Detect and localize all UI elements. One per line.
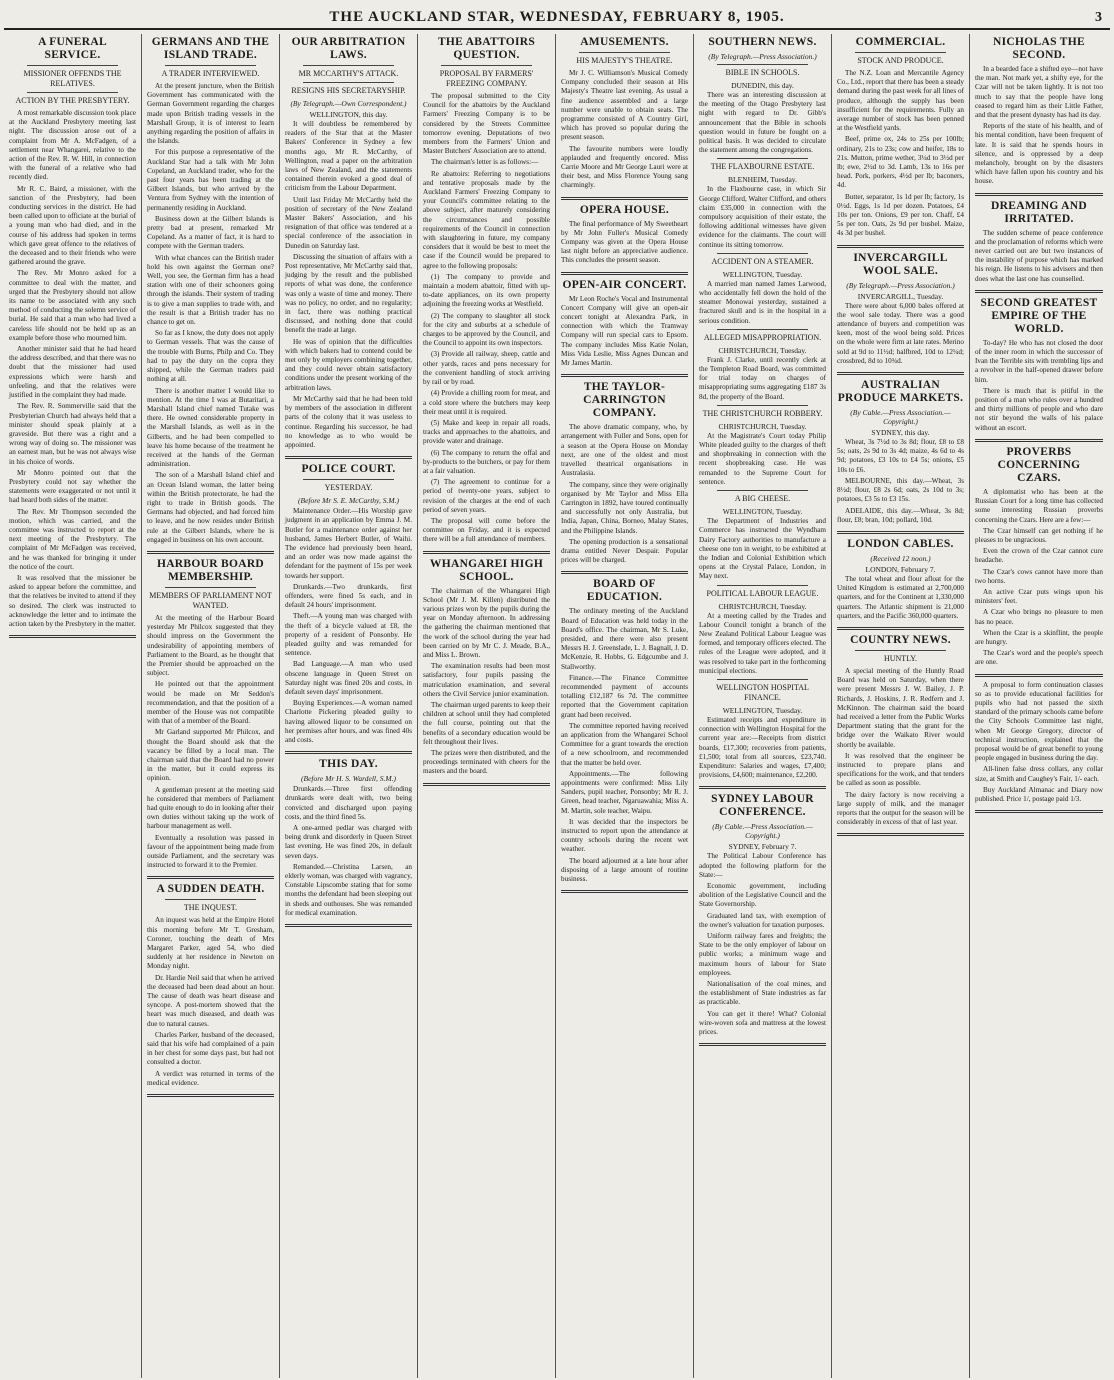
article-subheading: HIS MAJESTY'S THEATRE. (576, 56, 673, 65)
masthead (4, 0, 1110, 30)
section-dateline: CHRISTCHURCH, Tuesday. (718, 421, 807, 431)
column-4 (418, 34, 556, 1378)
article-paragraph: The Czar's cows cannot have more than two horns. (975, 567, 1103, 585)
article-paragraph: Discussing the situation of affairs with a Post representative, Mr McCarthy said that, judging by the result and the published reports of what was done, the conference was only a waste of time and money. There was no policy, no order, and no regularity; in fact, there was nothing practical discussed, and nothing done that could benefit the trade at large. (285, 252, 412, 335)
section-paragraph: It was resolved that the engineer be instructed to prepare plans and specifications for the work, and that tenders be called as soon as possible. (837, 751, 964, 788)
article-paragraph: (2) The company to slaughter all stock for the city and suburbs at a schedule of charges to be approved by the Council, and the Council to appoint its own inspectors. (423, 311, 550, 348)
article-paragraph: Buying Experiences.—A woman named Charlotte Pickering pleaded guilty to having allowed liquor to be consumed on her premises after hours, and was fined 40s and costs. (285, 699, 412, 744)
article-paragraph: The proposal will come before the committee on Friday, and it is expected there will be a full attendance of members. (423, 516, 550, 544)
article-divider (837, 531, 964, 534)
article-paragraph: Drunkards.—Three first offending drunkards were dealt with, two being convicted and discharged upon paying costs, and the third fined 5s. (285, 785, 412, 821)
article-paragraph: The Political Labour Conference has adopted the following platform for the State:— (699, 852, 826, 879)
article-subheading: RESIGNS HIS SECRETARYSHIP. (291, 86, 406, 95)
article-paragraph: The favourite numbers were loudly applauded and frequently encored. Miss Carrie Moore and Mr George Lauri were at their best, and Miss Florence Young sang charmingly. (561, 144, 688, 190)
article-divider (147, 551, 274, 554)
article-paragraph: Wheat, 3s 7½d to 3s 8d; flour, £8 to £8 5s; oats, 2s 9d to 3s 4d; maize, 4s 6d to 4s 9d; potatoes, £3 10s to £4 5s; onions, £5 10s to £6. (837, 438, 964, 474)
article-divider (285, 456, 412, 459)
article-paragraph: There is much that is pitiful in the position of a man who rules over a hundred and thirty millions of people and who dare not stir beyond the walls of his palace without an escort. (975, 386, 1103, 432)
article-heading: OUR ARBITRATION LAWS. (291, 36, 406, 61)
article-divider (837, 833, 964, 836)
article-divider (837, 627, 964, 630)
article (561, 204, 688, 266)
article-paragraph: The proposal submitted to the City Council for the abattoirs by the Auckland Farmers' Freezing Company is to be considered by the Streets Committee tomorrow evening. Deputations of two members from the Farmers' Union and Master Butchers' Association are to attend. (423, 92, 550, 156)
article-subheading: MEMBERS OF PARLIAMENT NOT WANTED. (149, 590, 272, 610)
article (147, 883, 274, 1088)
article-paragraph: All-linen false dress collars, any collar size, at Smith and Caughey's Fair, 1/- each. (975, 765, 1103, 783)
article (561, 36, 688, 191)
section-title: ALLEGED MISAPPROPRIATION. (703, 332, 822, 342)
article-subheading: A TRADER INTERVIEWED. (161, 69, 260, 78)
article-byline: (By Telegraph.—Press Association.) (846, 280, 955, 290)
article-paragraph: The committee reported having received an application from the Whangarei School Committee for a grant towards the erection of a new schoolroom, and recommended that the matter be held over. (561, 721, 688, 767)
article-paragraph: Mr Leon Roche's Vocal and Instrumental Concert Company will give an open-air concert tonight at Alexandra Park, in connection with which the Tramway Company will run special cars to Epsom. The company includes Miss Katie Nolan, Miss Vida Leslie, Miss Agnes Duncan and Mr James Martin. (561, 294, 688, 368)
article-paragraph: Buy Auckland Almanac and Diary now published. Price 1/, postage paid 1/3. (975, 785, 1103, 803)
article-dateline: INVERCARGILL, Tuesday. (857, 291, 944, 301)
article-paragraph: Beef, prime ox, 24s to 25s per 100lb; ordinary, 21s to 23s; cow and heifer, 18s to 21s. Mutton, prime wether, 3¼d to 3½d per lb; ewe, 2½d to 3d. Lamb, 13s to 16s per head. Pork, porkers, 4½d per lb; baconers, 4d. (837, 135, 964, 190)
article-heading: THE ABATTOIRS QUESTION. (437, 36, 536, 61)
article-divider (975, 193, 1103, 196)
article-paragraph: For this purpose a representative of the Auckland Star had a talk with Mr John Copeland, an Auckland trader, who for the past four years has been trading at the Gilbert Islands, but who arrived by the Ventura from Sydney with the intention of permanently residing in Auckland. (147, 148, 274, 212)
article-subheading: PROPOSAL BY FARMERS' FREEZING COMPANY. (439, 69, 534, 88)
article-heading: SECOND GREATEST EMPIRE OF THE WORLD. (980, 296, 1098, 335)
article-divider (975, 810, 1103, 813)
article (975, 297, 1103, 433)
heading-rule (303, 479, 394, 480)
article-paragraph: Appointments.—The following appointments were confirmed: Miss Lily Sanders, pupil teacher, Ponsonby; Mr R. J. Green, head teacher, Ngaruawahia; Miss A. M. Martin, sole teacher, Waipu. (561, 769, 688, 815)
article (285, 758, 412, 918)
article-dateline: SYDNEY, February 7. (728, 842, 797, 852)
section-rule (717, 490, 808, 491)
article-heading: COMMERCIAL. (855, 36, 946, 48)
article-divider (975, 674, 1103, 677)
section-dateline: BLENHEIM, Tuesday. (728, 175, 797, 185)
section-rule (717, 405, 808, 406)
article-subheading: ACTION BY THE PRESBYTERY. (15, 96, 130, 105)
article-paragraph: Mr Garland supported Mr Philcox, and thought the Board should ask that the vacancy be filled by a local man. The chairman said that the Board had no power in the matter, but it could express its opinion. (147, 728, 274, 783)
article-divider (699, 786, 826, 789)
article-paragraph: In a bearded face a shifted eye—not have the man. Not mark yet, a shifty eye, for the Czar will not be taken lightly. It is not too much to say that the people have long ceased to regard him as their Little Father, and that the present dynasty has had its day. (975, 65, 1103, 120)
section-dateline: DUNEDIN, this day. (731, 81, 794, 90)
article-paragraph: Maintenance Order.—His Worship gave judgment in an application by Emma J. M. Butler for a maintenance order against her husband, James Herbert Butler, of Waihi. The evidence had previously been heard, and an order was now made against the defendant for the payment of 15s per week towards her support. (285, 507, 412, 580)
article-heading: SYDNEY LABOUR CONFERENCE. (711, 793, 814, 819)
article-paragraph: The chairman urged parents to keep their children at school until they had completed the full course, pointing out that the benefits of a secondary education would be felt throughout their lives. (423, 700, 550, 746)
article-paragraph: (6) The company to return the offal and by-products to the butchers, or pay for them at a fair valuation. (423, 448, 550, 475)
section-paragraph: There was an interesting discussion at the meeting of the Otago Presbytery last night with regard to Dr. Gibb's announcement that the Bible in schools question would in future be fought on a political basis. It was decided to circulate the statement among the congregations. (699, 91, 826, 155)
article-paragraph: Drunkards.—Two drunkards, first offenders, were fined 5s each, and in default 24 hours' imprisonment. (285, 582, 412, 610)
article-divider (423, 783, 550, 786)
article-heading: POLICE COURT. (301, 463, 396, 476)
article (423, 36, 550, 545)
article-paragraph: The opening production is a sensational drama entitled Never Despair. Popular prices will be charged. (561, 537, 688, 565)
article-paragraph: An inquest was held at the Empire Hotel this morning before Mr T. Gresham, Coroner, touching the death of Mrs Margaret Parker, aged 54, who died suddenly at her residence in Newton on Monday night. (147, 916, 274, 971)
article-paragraph: He pointed out that the appointment would be made on Mr Seddon's recommendation, and that the position of a member of the House was not compatible with that of a member of the Board. (147, 680, 274, 726)
article-heading: OPEN-AIR CONCERT. (562, 278, 687, 291)
article-divider (561, 571, 688, 574)
article-subheading: YESTERDAY. (324, 483, 373, 493)
article-paragraph: A Czar who brings no pleasure to men has no peace. (975, 608, 1103, 626)
article-paragraph: The Rev. R. Sommerville said that the Presbyterian Church had always held that a minister should speak plainly at a graveside. But there was a right and a wrong way of doing so. The missioner was an earnest man, but he was not always wise in his choice of words. (9, 402, 136, 466)
article-paragraph: Finance.—The Finance Committee recommended payment of accounts totalling £12,187 6s 7d. The committee reported that the Government capitation grant had been received. (561, 673, 688, 719)
article-paragraph: Mr R. C. Baird, a missioner, with the sanction of the Presbytery, had been conducting services in the district. He had been called upon to officiate at the burial of a young man who had died, and in the course of his address had spoken in terms which gave great offence to the relatives of the deceased and to their friends who were gathered around the grave. (9, 184, 136, 267)
article-paragraph: Nationalisation of the coal mines, and the establishment of State industries as far as practicable. (699, 980, 826, 1007)
article-paragraph: Economic government, including abolition of the Legislative Council and the State Governorship. (699, 881, 826, 909)
article-paragraph: Until last Friday Mr McCarthy held the position of secretary of the New Zealand Master Bakers' Association, and his resignation of that office was tendered at a special conference of the association in Dunedin on Saturday last. (285, 195, 412, 250)
article-divider (975, 290, 1103, 293)
column-8 (970, 34, 1108, 1378)
article-paragraph: The total wheat and flour afloat for the United Kingdom is estimated at 2,700,000 quarters, and for the Continent at 1,330,000 quarters. The Atlantic shipment is 21,000 quarters, and the Pacific 360,000 quarters. (837, 574, 964, 620)
section-title: A BIG CHEESE. (734, 494, 791, 504)
article (699, 36, 826, 780)
article-dateline: WELLINGTON, this day. (309, 110, 388, 119)
masthead-title: THE AUCKLAND STAR, WEDNESDAY, FEBRUARY 8, 1905. (329, 9, 785, 25)
article (837, 252, 964, 366)
article-paragraph: The company, since they were originally organised by Mr Taylor and Miss Ella Carrington in 1892, have toured continually and successfully not only Australia, but India, Japan, China, Borneo, Malay States, and the Philippine Islands. (561, 480, 688, 535)
article-heading: THE TAYLOR-CARRINGTON COMPANY. (583, 381, 666, 420)
article-divider (561, 197, 688, 200)
article-divider (561, 890, 688, 893)
article-paragraph: Business down at the Gilbert Islands is pretty bad at present, remarked Mr Copeland. As a matter of fact, it is hard to compete with the German traders. (147, 214, 274, 251)
article (837, 538, 964, 621)
section-title: THE CHRISTCHURCH ROBBERY. (702, 408, 823, 418)
article-paragraph: There is another matter I would like to mention. At the time I was at Butaritari, a Marshall Island chief named Tutake was there. He owned considerable property in the Marshall Islands, as well as in the Gilberts, and he had been compelled to leave his home because of the treatment he received at the hands of the German administration. (147, 386, 274, 469)
article-divider (699, 1043, 826, 1046)
article-heading: NICHOLAS THE SECOND. (993, 36, 1085, 61)
section-paragraph: A married man named James Larwood, who accidentally fell down the hold of the steamer Monowai yesterday, sustained a fractured skull and is in the hospital in a serious condition. (699, 279, 826, 325)
article (561, 578, 688, 884)
section-title: POLITICAL LABOUR LEAGUE. (706, 588, 819, 598)
article-heading: GERMANS AND THE ISLAND TRADE. (151, 36, 270, 61)
article-divider (9, 635, 136, 638)
article-byline: (Received 12 noon.) (870, 553, 931, 563)
column-2 (142, 34, 280, 1378)
article-paragraph: So far as I know, the duty does not apply to German vessels. That was the cause of the trouble with Burns, Philp and Co. They had to pay the duty on the copra they shipped, while the German traders paid nothing at all. (147, 329, 274, 384)
section-rule (717, 158, 808, 159)
section-paragraph: The Department of Industries and Commerce has instructed the Wyndham Dairy Factory authorities to manufacture a cheese one ton in weight, to be exhibited at the Indian and Colonial Exhibition which opens at the Crystal Palace, London, in May next. (699, 517, 826, 581)
section-paragraph: A special meeting of the Huntly Road Board was held on Saturday, when there were present Messrs J. W. Bailey, J. P. Richards, J. Hoskins, J. R. Redfern and J. McKinnon. The chairman said the board had received a letter from the Public Works Department stating that the grant for the bridge over the Waikato River would shortly be available. (837, 666, 964, 749)
section-rule (717, 64, 808, 65)
article-paragraph: A gentleman present at the meeting said he considered that members of Parliament had quite enough to do in looking after their own duties without taking up the work of harbour management as well. (147, 785, 274, 831)
article (9, 36, 136, 629)
heading-rule (441, 65, 532, 66)
section-title: THE FLAXBOURNE ESTATE. (710, 162, 815, 172)
article-heading: DREAMING AND IRRITATED. (991, 199, 1087, 225)
article-paragraph: Bad Language.—A man who used obscene language in Queen Street on Saturday night was fined 20s and costs, in default seven days' imprisonment. (285, 660, 412, 696)
section-dateline: WELLINGTON, Tuesday. (722, 507, 803, 517)
section-dateline: WELLINGTON, Tuesday. (722, 705, 803, 715)
article-paragraph: The sudden scheme of peace conference and the proclamation of reforms which were never carried out are but two instances of the instability of purpose which has marked his reign. He listens to his advisers and then does what the last one has counselled. (975, 228, 1103, 283)
article-subheading: THE INQUEST. (183, 903, 238, 913)
article (975, 200, 1103, 284)
article-paragraph: At the present juncture, when the British Government has communicated with the German Government regarding the charges made upon British trading vessels in the Marshall Group, it is of interest to learn anything regarding the position of affairs in the Islands. (147, 82, 274, 146)
article-paragraph: The chairman's letter is as follows:— (431, 158, 539, 167)
article-subheading: MISSIONER OFFENDS THE RELATIVES. (23, 69, 122, 88)
article-paragraph: Mr Monro pointed out that the Presbytery could not say whether the statements were exaggerated or not until it had heard both sides of the matter. (9, 468, 136, 505)
article-paragraph: Uniform railway fares and freights; the State to be the only employer of labour on public works; a minimum wage and maximum hours of labour for State employees. (699, 931, 826, 977)
column-1 (4, 34, 142, 1378)
article-heading: AUSTRALIAN PRODUCE MARKETS. (837, 379, 964, 405)
heading-rule (165, 587, 256, 588)
article-paragraph: The N.Z. Loan and Mercantile Agency Co., Ltd., report that there has been a steady demand during the past week for all lines of produce, although the supply has been insufficient for the requirements. Fully an average number of stock has been penned at the Westfield yards. (837, 69, 964, 133)
article (699, 793, 826, 1037)
section-title: ACCIDENT ON A STEAMER. (711, 256, 814, 266)
article-subheading: MR MCCARTHY'S ATTACK. (298, 69, 399, 78)
article-heading: A FUNERAL SERVICE. (38, 36, 107, 61)
section-rule (717, 679, 808, 680)
article-paragraph: A verdict was returned in terms of the medical evidence. (147, 1069, 274, 1087)
article (975, 446, 1103, 668)
article-paragraph: Theft.—A young man was charged with the theft of a bicycle valued at £8, the property of a resident of Ponsonby. He pleaded guilty and was remanded for sentence. (285, 612, 412, 658)
article-paragraph: A most remarkable discussion took place at the Auckland Presbytery meeting last night. The discussion arose out of a complaint from Mr A. McFadgen, of a settlement near Whangarei, relative to the action of the Rev. R. W. Hill, in connection with the funeral of a relative who had recently died. (9, 109, 136, 182)
column-7 (832, 34, 970, 1378)
article-divider (975, 439, 1103, 442)
article-heading: WHANGAREI HIGH SCHOOL. (429, 557, 544, 583)
article-paragraph: A proposal to form continuation classes so as to provide educational facilities for pupils who had not passed the sixth standard of the primary schools came before the City Schools Committee last night, when Mr George Gregory, director of technical instruction, explained that the proposal would be of great benefit to young people engaged in business during the day. (975, 680, 1103, 763)
article (423, 558, 550, 777)
heading-rule (303, 65, 394, 66)
section-title: WELLINGTON HOSPITAL FINANCE. (716, 682, 809, 702)
article-paragraph: The prizes were then distributed, and the proceedings terminated with cheers for the masters and the board. (423, 749, 550, 776)
article-paragraph: It was decided that the inspectors be instructed to report upon the attendance at country schools during the recent wet weather. (561, 817, 688, 854)
article-byline: (Before Mr H. S. Wardell, S.M.) (301, 774, 396, 784)
article (837, 634, 964, 827)
article-paragraph: He was of opinion that the difficulties with which bakers had to contend could be met only by employers combining together, and they could never obtain satisfactory conditions under the present working of the arbitration laws. (285, 337, 412, 392)
article-paragraph: The son of a Marshall Island chief and an Ocean Island woman, the latter being within the British protectorate, he had the right to trade in British goods. The Germans had objected, and had forced him to leave, and he now resides under British rule at the Gilbert Islands, where he is engaged in business on his own account. (147, 471, 274, 544)
article-divider (837, 245, 964, 248)
article-paragraph: To-day? He who has not closed the door of the inner room in which the successor of Ivan the Terrible sits with trembling lips and a revolver in the half-opened drawer before him. (975, 338, 1103, 384)
article-paragraph: (1) The company to provide and maintain a modern abattoir, fitted with up-to-date appliances, on its own property adjoining the freezing works at Westfield. (423, 272, 550, 309)
section-rule (855, 650, 946, 651)
section-paragraph: Estimated receipts and expenditure in connection with Wellington Hospital for the current year are:—Receipts from district boards, £17,300; recoveries from patients, £1,500; total from all sources, £23,740. Expenditure: Salaries and wages, £7,400; provisions, £4,600; maintenance, £2,200. (699, 715, 826, 780)
column-5 (556, 34, 694, 1378)
article-divider (147, 876, 274, 879)
article-paragraph: Mr McCarthy said that he had been told by members of the association in different parts of the colony that it was useless to continue. Regarding his successor, he had no knowledge as to who would be appointed. (285, 394, 412, 449)
article-divider (837, 372, 964, 375)
article-paragraph: The final performance of My Sweetheart by Mr John Fuller's Musical Comedy Company was given at the Opera House last night before an appreciative audience. This concludes the present season. (561, 219, 688, 265)
article-heading: PROVERBS CONCERNING CZARS. (997, 445, 1081, 484)
article (285, 36, 412, 450)
article-divider (147, 1094, 274, 1097)
article-paragraph: Even the crown of the Czar cannot cure headache. (975, 547, 1103, 565)
section-dateline: CHRISTCHURCH, Tuesday. (718, 345, 807, 355)
article-paragraph: (7) The agreement to continue for a period of twenty-one years, subject to revision of the charges at the end of each period of seven years. (423, 478, 550, 514)
article-subheading: STOCK AND PRODUCE. (857, 56, 944, 65)
section-paragraph: The dairy factory is now receiving a large supply of milk, and the manager reports that the output for the season will be considerably in excess of that of last year. (837, 790, 964, 827)
article-paragraph: (5) Make and keep in repair all roads, tracks and approaches to the abattoirs, and provide water and drainage. (423, 418, 550, 446)
article-paragraph: The Rev. Mr Monro asked for a committee to deal with the matter, and urged that the Presbytery should not allow its name to be associated with any such method of conducting the solemn service of burial. He said that a man who had lived a careless life should not be held up as an example before those who mourned him. (9, 269, 136, 342)
article-divider (285, 751, 412, 754)
article-divider (285, 924, 412, 927)
article-heading: AMUSEMENTS. (580, 36, 669, 48)
article (285, 463, 412, 745)
article (147, 558, 274, 870)
article-heading: SOUTHERN NEWS. (708, 36, 817, 48)
article (975, 681, 1103, 805)
article-paragraph: There were about 6,000 bales offered at the wool sale today. There was a good attendance of buyers and competition was keen, most of the wool being sold. Prices on the whole were firm at late rates. Merino sold at 9d to 11½d; halfbred, 10d to 12¼d; crossbred, 8d to 10¾d. (837, 301, 964, 365)
heading-rule (27, 65, 118, 66)
section-dateline: WELLINGTON, Tuesday. (722, 269, 803, 279)
article-heading: INVERCARGILL WOOL SALE. (853, 251, 948, 277)
heading-rule (855, 52, 946, 53)
article-heading: BOARD OF EDUCATION. (586, 578, 663, 604)
article-divider (561, 272, 688, 275)
article-byline: (Before Mr S. E. McCarthy, S.M.) (298, 496, 399, 506)
article-divider (561, 374, 688, 377)
article-byline: (By Cable.—Press Association.—Copyright.) (712, 822, 813, 841)
article-heading: COUNTRY NEWS. (850, 633, 951, 646)
heading-rule (165, 65, 256, 66)
article-paragraph: With what chances can the British trader hold his own against the German one? Well, you see, the German firm has a head station with one of their schooners going through the islands. Their system of trading is to give a man supplies to trade with, and the result is that a British trader has no chance to get on. (147, 253, 274, 327)
article-paragraph: The board adjourned at a late hour after disposing of a large amount of routine business. (561, 856, 688, 884)
article-dateline: SYDNEY, this day. (871, 428, 930, 438)
column-6 (694, 34, 832, 1378)
article-paragraph: Another minister said that he had heard the address described, and that there was no doubt that the missioner had used expressions which were harsh and unfeeling, and that the relatives were justified in the complaint they had made. (9, 345, 136, 400)
article (561, 279, 688, 369)
article-paragraph: You can get it there! What? Colonial wire-woven sofa and mattress at the lowest prices. (699, 1009, 826, 1037)
article-heading: LONDON CABLES. (847, 537, 954, 550)
article-paragraph: When the Czar is a skinflint, the people are hungry. (975, 628, 1103, 646)
article-paragraph: Graduated land tax, with exemption of the owner's valuation for taxation purposes. (699, 911, 826, 929)
article-byline: (By Cable.—Press Association.—Copyright.) (850, 408, 951, 427)
columns-container (4, 34, 1110, 1378)
article-paragraph: Charles Parker, husband of the deceased, said that his wife had complained of a pain in her chest for some days past, but had not consulted a doctor. (147, 1030, 274, 1067)
article-heading: OPERA HOUSE. (579, 203, 670, 216)
article-paragraph: A diplomatist who has been at the Russian Court for a long time has collected some interesting Russian proverbs concerning the Czars. Here are a few:— (975, 487, 1103, 524)
heading-rule (27, 92, 118, 93)
article (975, 36, 1103, 187)
page-number: 3 (1095, 10, 1102, 25)
article-paragraph: The Czar himself can get nothing if he pleases to be ungracious. (975, 526, 1103, 544)
article-paragraph: Butter, separator, 1s 1d per lb; factory, 1s 0½d. Eggs, 1s 1d per dozen. Potatoes, £4 10s per ton. Onions, £9 per ton. Chaff, £4 5s per ton. Oats, 2s 9d per bushel. Maize, 4s 3d per bushel. (837, 192, 964, 238)
article-paragraph: It will doubtless be remembered by readers of the Star that at the Master Bakers' Conference in Sydney a few months ago, Mr R. McCarthy, of Wellington, read a paper on the arbitration laws of New Zealand, and the statements contained therein evoked a good deal of criticism from the Labour Department. (285, 120, 412, 193)
article-paragraph: Remanded.—Christina Larsen, an elderly woman, was charged with vagrancy, Constable Lipscombe stating that for some months the defendant had been sleeping out in sheds and outhouses. She was remanded for medical examination. (285, 862, 412, 917)
section-rule (717, 329, 808, 330)
section-paragraph: At a meeting called by the Trades and Labour Council tonight a branch of the New Zealand Political Labour League was formed, and temporary officers elected. The rules of the League were adopted, and it was resolved to take part in the forthcoming municipal elections. (699, 611, 826, 675)
article-paragraph: The examination results had been most satisfactory, four pupils passing the matriculation examination, and several others the Civil Service junior examination. (423, 662, 550, 698)
section-paragraph: In the Flaxbourne case, in which Sir George Clifford, Walter Clifford, and others claim £35,000 in connection with the compulsory acquisition of their estate, the following additional witnesses have given evidence for the claimants. The court will continue its sitting tomorrow. (699, 185, 826, 249)
section-paragraph: At the Magistrate's Court today Philip White pleaded guilty to the charges of theft and shopbreaking in connection with the recent shopbreaking case. He was remanded to the Supreme Court for sentence. (699, 431, 826, 486)
article (837, 36, 964, 239)
article-paragraph: Eventually a resolution was passed in favour of the appointment being made from outside Parliament, and the secretary was instructed to forward it to the Premier. (147, 833, 274, 870)
section-dateline: CHRISTCHURCH, Tuesday. (718, 601, 807, 611)
article-paragraph: Reports of the state of his health, and of his mental condition, have been frequent of late. It is said that he spends hours in silence, and is oppressed by a deep melancholy, brought on by the disasters which have fallen upon his country and his house. (975, 122, 1103, 186)
article (147, 36, 274, 545)
article-heading: THIS DAY. (319, 758, 378, 771)
article-divider (423, 551, 550, 554)
article-paragraph: Re abattoirs: Referring to negotiations and tentative proposals made by the Auckland Farmers' Freezing Company to your Council's committee relating to the above subject, after maturely considering the circumstances and possible requirements of the Council in connection with slaughtering in future, my company considers that it would be best to meet the case if the Council would be prepared to agree to the following proposals: (423, 169, 550, 270)
section-rule (717, 253, 808, 254)
article (561, 381, 688, 565)
article-paragraph: (3) Provide all railway, sheep, cattle and other yards, races and pens necessary for the convenient handling of stock arriving by rail or by road. (423, 350, 550, 387)
section-rule (717, 585, 808, 586)
heading-rule (579, 52, 670, 53)
heading-rule (165, 899, 256, 900)
article (837, 379, 964, 525)
article-paragraph: The Rev. Mr Thompson seconded the motion, which was carried, and the committee was instructed to report at the next meeting of the Presbytery. The complaint of Mr McFadgen was received, and he was thanked for bringing it under the notice of the court. (9, 507, 136, 571)
article-paragraph: ADELAIDE, this day.—Wheat, 3s 8d; flour, £8; bran, 10d; pollard, 10d. (837, 506, 964, 524)
article-paragraph: The chairman of the Whangarei High School (Mr J. M. Killen) distributed the various prizes won by the pupils during the year on Monday afternoon. In addressing the gathering the chairman mentioned that the work of the school during the year had been carried on by Mr C. J. Meade, B.A., and Miss L. Brown. (423, 586, 550, 659)
article-paragraph: The Czar's word and the people's speech are one. (975, 649, 1103, 667)
article-byline: (By Telegraph.—Own Correspondent.) (290, 99, 407, 108)
article-paragraph: A one-armed pedlar was charged with being drunk and disorderly in Queen Street last evening. He was fined 20s, in default seven days. (285, 824, 412, 860)
heading-rule (303, 82, 394, 83)
article-dateline: LONDON, February 7. (865, 564, 936, 574)
article-paragraph: It was resolved that the missioner be asked to appear before the committee, and that the relatives be invited to attend if they so desired. The clerk was instructed to acknowledge the letter and to intimate the action taken by the Presbytery in the matter. (9, 573, 136, 628)
column-3 (280, 34, 418, 1378)
section-title: HUNTLY. (883, 653, 918, 663)
section-paragraph: Frank J. Clarke, until recently clerk at the Templeton Road Board, was committed for trial today on charges of misappropriating sums aggregating £187 3s 8d, the property of the Board. (699, 355, 826, 401)
article-byline: (By Telegraph.—Press Association.) (708, 52, 817, 61)
article-heading: HARBOUR BOARD MEMBERSHIP. (156, 557, 265, 583)
article-paragraph: The ordinary meeting of the Auckland Board of Education was held today in the Board's office. The chairman, Mr S. Luke, presided, and there were also present Messrs H. J. Greenslade, L. J. Bagnall, J. D. McKenzie, R. Hobbs, G. Edgcumbe and J. Stallworthy. (561, 607, 688, 671)
section-title: BIBLE IN SCHOOLS. (725, 68, 800, 77)
article-paragraph: The above dramatic company, who, by arrangement with Fuller and Sons, open for a season at the Opera House on Monday next, are one of the oldest and most travelled theatrical organisations in Australasia. (561, 423, 688, 478)
article-paragraph: (4) Provide a chilling room for meat, and a cold store where the butchers may keep their meat until it is required. (423, 389, 550, 416)
article-paragraph: MELBOURNE, this day.—Wheat, 3s 8½d; flour, £8 2s 6d; oats, 2s 10d to 3s; potatoes, £3 5s to £3 15s. (837, 476, 964, 504)
article-paragraph: At the meeting of the Harbour Board yesterday Mr Philcox suggested that they should impress on the Government the undesirability of appointing members of Parliament to the Board, as he thought that the Premier should be approached on the subject. (147, 613, 274, 678)
article-paragraph: An active Czar puts wings upon his ministers' feet. (975, 587, 1103, 606)
article-heading: A SUDDEN DEATH. (156, 883, 265, 896)
article-paragraph: Dr. Hardie Neil said that when he arrived the deceased had been dead about an hour. The cause of death was heart disease and syncope. A post-mortem showed that the heart was much diseased, and death was due to natural causes. (147, 973, 274, 1028)
article-paragraph: Mr J. C. Williamson's Musical Comedy Company concluded their season at His Majesty's Theatre last evening. As usual a fine audience assembled and a large number were unable to obtain seats. The programme consisted of A Country Girl, which has proved so popular during the present season. (561, 69, 688, 142)
